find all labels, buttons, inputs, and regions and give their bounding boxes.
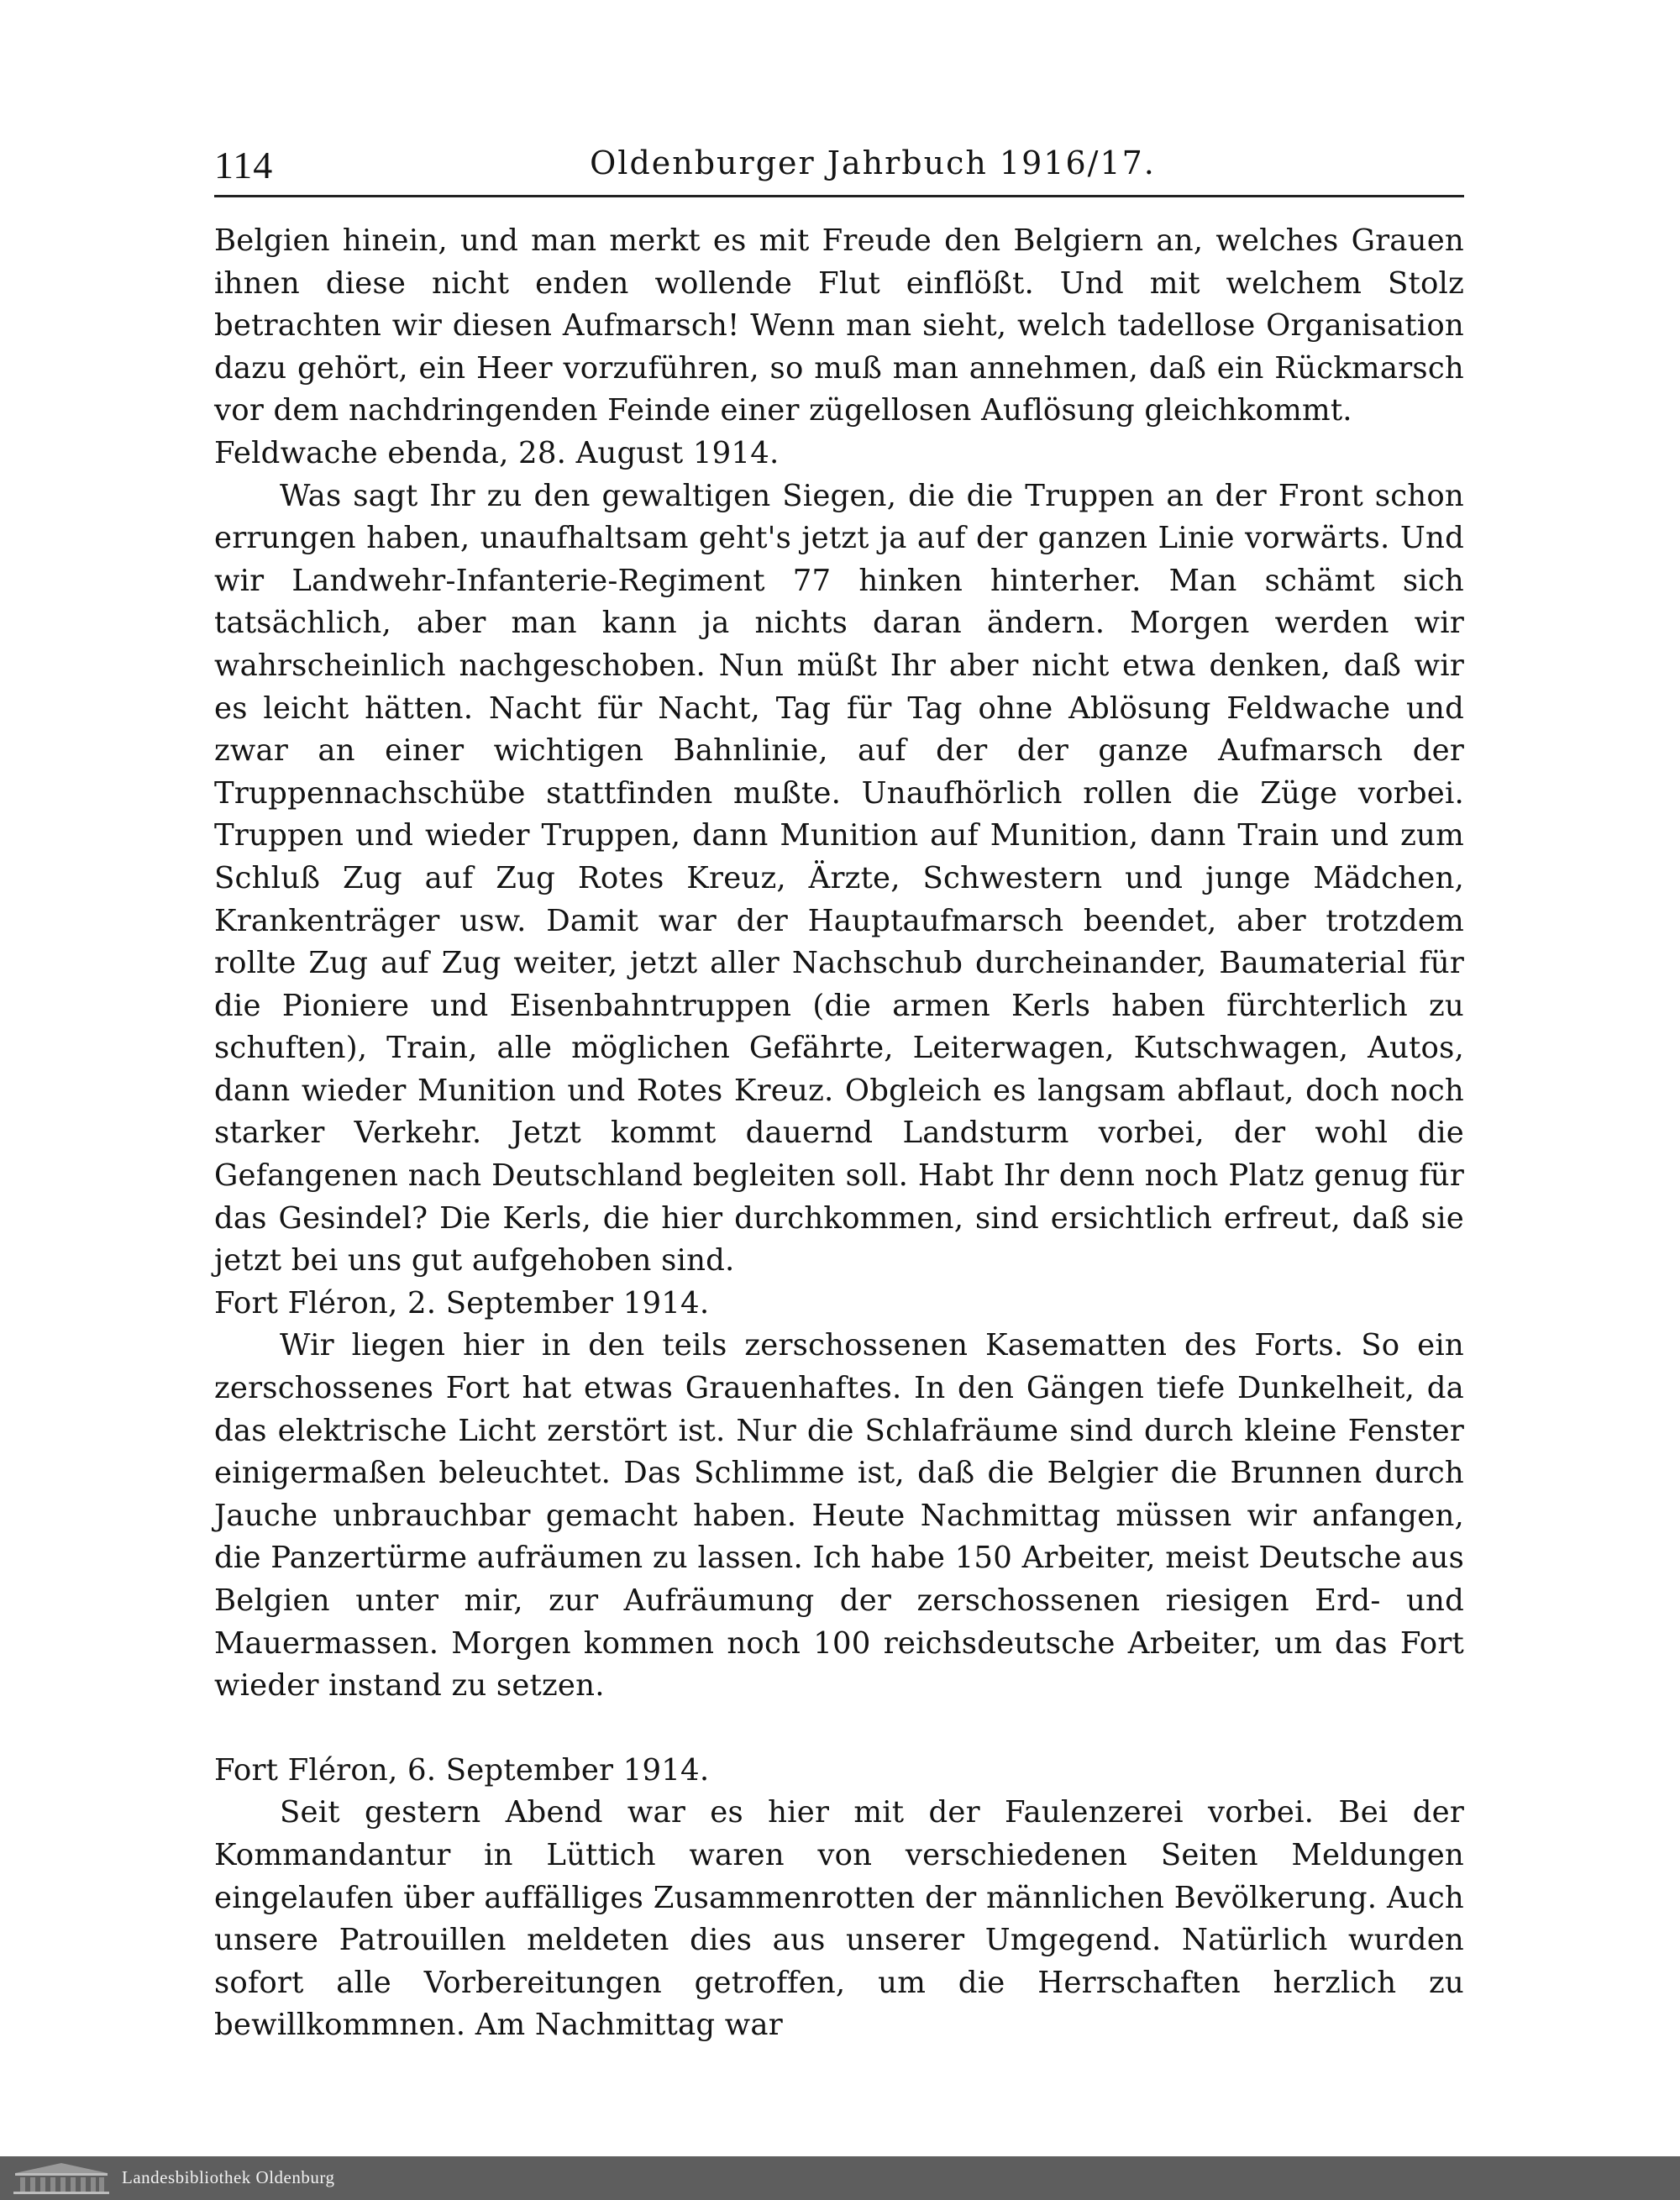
dateline-1: Feldwache ebenda, 28. August 1914. [214,435,780,470]
library-building-icon [12,2161,111,2195]
footer-bar [0,2156,1680,2200]
paragraph-1: Belgien hinein, und man merkt es mit Freude den Belgiern an, welches Grauen ihnen diese nicht enden wollende Flut einflößt. Und mit welchem Stolz betrachten wir diesen Aufmarsch! Wenn man sieht, welch tadellose Organisation dazu gehört, ein Heer vorzuführen, so muß man annehmen, daß ein Rückmarsch vor dem nachdringenden Feinde einer zügellosen Auflösung gleichkommt. [214,223,1464,428]
paragraph-4: Seit gestern Abend war es hier mit der Faulenzerei vorbei. Bei der Kommandantur in Lüttich waren von verschiedenen Seiten Meldungen eingelaufen über auffälliges Zusammenrotten der männlichen Bevölkerung. Auch unsere Patrouillen meldeten dies aus unserer Umgegend. Natürlich wurden sofort alle Vorbereitungen getroffen, um die Herrschaften herzlich zu bewillkommnen. Am Nachmittag war [214,1795,1464,2043]
page-number: 114 [214,144,274,186]
paragraph-2: Was sagt Ihr zu den gewaltigen Siegen, die die Truppen an der Front schon errungen haben, unaufhaltsam geht's jetzt ja auf der ganzen Linie vorwärts. Und wir Landwehr-Infanterie-Regiment 77 hinken hinterher. Man schämt sich tatsächlich, aber man kann ja nichts daran ändern. Morgen werden wir wahrscheinlich nachgeschoben. Nun müßt Ihr aber nicht etwa denken, daß wir es leicht hätten. Nacht für Nacht, Tag für Tag ohne Ablösung Feldwache und zwar an einer wichtigen Bahnlinie, auf der der ganze Aufmarsch der Truppennachschübe stattfinden mußte. Unaufhörlich rollen die Züge vorbei. Truppen und wieder Truppen, dann Munition auf Munition, dann Train und zum Schluß Zug auf Zug Rotes Kreuz, Ärzte, Schwestern und junge Mädchen, Krankenträger usw. Damit war der Hauptaufmarsch beendet, aber trotzdem rollte Zug auf Zug weiter, jetzt aller Nachschub durcheinander, Baumaterial für die Pioniere und Eisenbahntruppen (die armen Kerls haben fürchterlich zu schuften), Train, alle möglichen Gefährte, Leiterwagen, Kutschwagen, Autos, dann wieder Munition und Rotes Kreuz. Obgleich es langsam abflaut, doch noch starker Verkehr. Jetzt kommt dauernd Landsturm vorbei, der wohl die Gefangenen nach Deutschland begleiten soll. Habt Ihr denn noch Platz genug für das Gesindel? Die Kerls, die hier durchkommen, sind ersichtlich erfreut, daß sie jetzt bei uns gut aufgehoben sind. [214,478,1464,1279]
library-name: Landesbibliothek Oldenburg [122,2167,335,2187]
dateline-3: Fort Fléron, 6. September 1914. [214,1752,710,1788]
header-divider [214,195,1464,197]
main-text [214,220,1464,2047]
dateline-2: Fort Fléron, 2. September 1914. [214,1285,710,1321]
page-header [214,143,1464,193]
paragraph-3: Wir liegen hier in den teils zerschossenen Kasematten des Forts. So ein zerschossenes Fort hat etwas Grauenhaftes. In den Gängen tiefe Dunkelheit, da das elektrische Licht zerstört ist. Nur die Schlafräume sind durch kleine Fenster einigermaßen beleuchtet. Das Schlimme ist, daß die Belgier die Brunnen durch Jauche unbrauchbar gemacht haben. Heute Nachmittag müssen wir anfangen, die Panzertürme aufräumen zu lassen. Ich habe 150 Arbeiter, meist Deutsche aus Belgien unter mir, zur Aufräumung der zerschossenen riesigen Erd- und Mauermassen. Morgen kommen noch 100 reichsdeutsche Arbeiter, um das Fort wieder instand zu setzen. [214,1328,1464,1704]
running-title: Oldenburger Jahrbuch 1916/17. [590,144,1156,181]
